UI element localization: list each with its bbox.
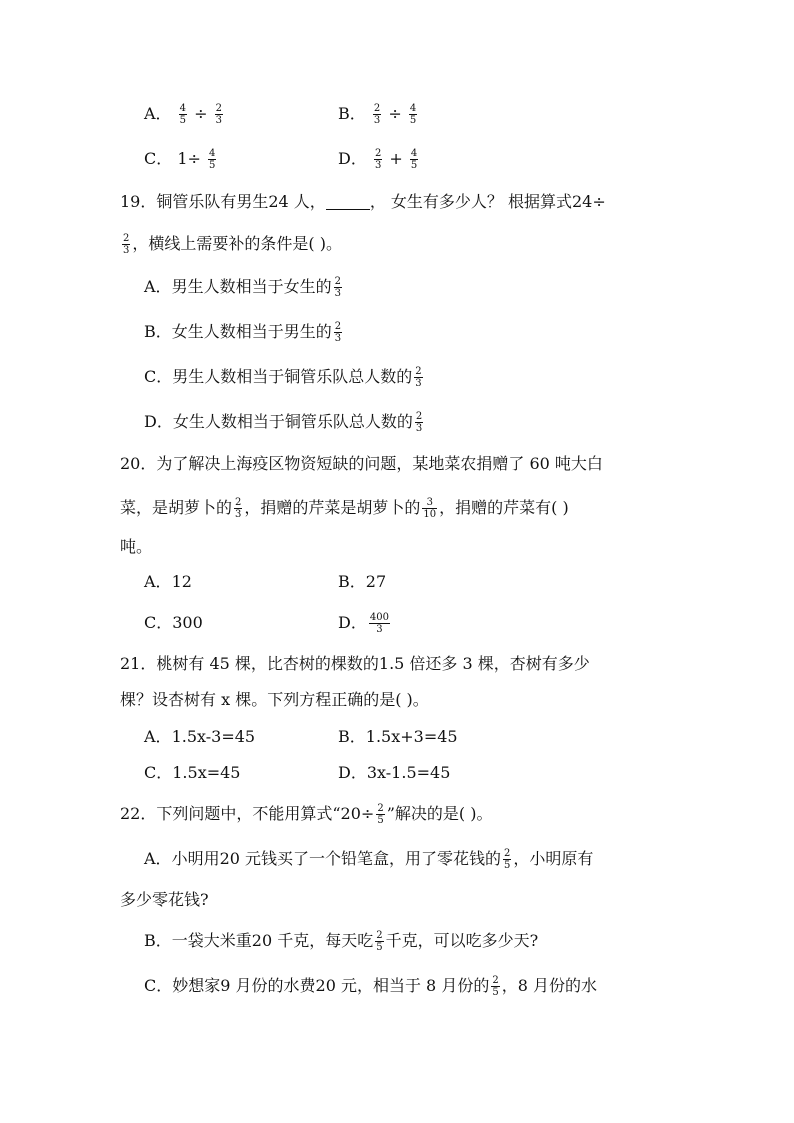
q21-option-d[interactable] — [338, 763, 450, 783]
fraction: $\frac{2}{3}$ — [334, 321, 342, 344]
q21-stem-line2: 棵？设杏树有 x 棵。下列方程正确的是( )。 — [120, 690, 429, 709]
q20-stem-line1: 20．为了解决上海疫区物资短缺的问题，某地菜农捐赠了 60 吨大白 — [120, 454, 603, 473]
fraction: $\frac{400}{3}$ — [369, 612, 389, 635]
option-text: 12 — [171, 572, 192, 591]
q19-option-d[interactable] — [144, 411, 425, 434]
question-text: 22．下列问题中，不能用算式“20÷ — [120, 804, 375, 823]
option-label: A． — [144, 849, 172, 868]
answer-blank[interactable] — [326, 193, 370, 210]
question-text: 19．铜管乐队有男生24 人， — [120, 192, 326, 211]
option-label: C． — [144, 976, 173, 995]
option-text: 小明用20 元钱买了一个铅笔盒，用了零花钱的 — [171, 849, 502, 868]
option-label: C． — [144, 149, 173, 168]
fraction: $\frac{4}{5}$ — [179, 103, 187, 126]
option-text: 27 — [365, 572, 387, 591]
option-text: 一袋大米重20 千克，每天吃 — [171, 931, 374, 950]
option-text: ，小明原有 — [513, 849, 594, 868]
option-label: B． — [338, 727, 366, 746]
option-text: 300 — [172, 613, 203, 632]
q20-option-a[interactable] — [144, 572, 192, 592]
option-label: D． — [338, 149, 367, 168]
operator: ÷ — [388, 104, 402, 123]
fraction: $\frac{2}{3}$ — [215, 103, 222, 126]
q18-option-a[interactable] — [144, 103, 225, 126]
option-text: 男生人数相当于女生的 — [171, 277, 332, 296]
q21-stem-line1: 21．桃树有 45 棵，比杏树的棵数的1.5 倍还多 3 棵，杏树有多少 — [120, 654, 590, 673]
option-text: 1.5x+3=45 — [365, 727, 458, 746]
q20-option-b[interactable] — [338, 572, 386, 592]
fraction: $\frac{2}{5}$ — [504, 848, 511, 871]
fraction: $\frac{3}{10}$ — [423, 497, 437, 520]
question-text: ，横线上需要补的条件是( )。 — [132, 234, 342, 253]
option-label: A． — [144, 572, 172, 591]
fraction: $\frac{4}{5}$ — [410, 148, 418, 171]
option-label: B． — [338, 104, 366, 123]
q18-option-b[interactable] — [338, 103, 419, 126]
fraction: $\frac{4}{5}$ — [409, 103, 417, 126]
q22-option-a-continued: 多少零花钱? — [120, 890, 209, 909]
option-label: A． — [144, 104, 172, 123]
q18-option-d[interactable] — [338, 148, 420, 171]
q20-option-d[interactable] — [338, 612, 392, 635]
question-text: 菜，是胡萝卜的 — [120, 498, 233, 517]
q22-option-a[interactable] — [144, 848, 593, 871]
fraction: $\frac{2}{3}$ — [374, 148, 382, 171]
option-label: D． — [338, 763, 367, 782]
fraction: $\frac{2}{5}$ — [377, 803, 384, 826]
fraction: $\frac{2}{3}$ — [123, 233, 130, 256]
option-label: C． — [144, 763, 173, 782]
fraction: $\frac{2}{3}$ — [415, 366, 422, 389]
option-text: 3x-1.5=45 — [366, 763, 451, 782]
fraction: $\frac{4}{5}$ — [209, 148, 216, 171]
q21-option-b[interactable] — [338, 727, 458, 747]
operator: ÷ — [194, 104, 208, 123]
option-label: C． — [144, 367, 173, 386]
q18-option-c[interactable] — [144, 148, 218, 171]
q19-stem-line2 — [120, 233, 342, 256]
option-text: 千克，可以吃多少天? — [385, 931, 539, 950]
q19-option-b[interactable] — [144, 321, 344, 344]
option-label: D． — [144, 412, 173, 431]
fraction: $\frac{2}{5}$ — [492, 975, 499, 998]
option-text: 男生人数相当于铜管乐队总人数的 — [172, 367, 413, 386]
q21-option-a[interactable] — [144, 727, 255, 747]
option-label: B． — [144, 931, 172, 950]
q19-option-c[interactable] — [144, 366, 425, 389]
q21-option-c[interactable] — [144, 763, 240, 783]
q22-option-b[interactable] — [144, 930, 538, 953]
option-label: B． — [144, 322, 172, 341]
option-text: 妙想家9 月份的水费20 元，相当于 8 月份的 — [172, 976, 490, 995]
q22-option-c[interactable] — [144, 975, 597, 998]
question-text: ， 女生有多少人？ 根据算式24÷ — [369, 192, 606, 211]
q19-option-a[interactable] — [144, 276, 344, 299]
option-label: D． — [338, 613, 367, 632]
fraction: $\frac{2}{3}$ — [373, 103, 381, 126]
q20-stem-line3: 吨。 — [120, 537, 153, 556]
option-label: A． — [144, 277, 172, 296]
fraction: $\frac{2}{3}$ — [415, 411, 423, 434]
q22-stem-line1 — [120, 803, 492, 826]
option-label: C． — [144, 613, 173, 632]
option-text: 女生人数相当于男生的 — [171, 322, 332, 341]
option-text: 1÷ — [177, 149, 201, 168]
option-text: 1.5x-3=45 — [171, 727, 256, 746]
q20-stem-line2 — [120, 497, 569, 520]
option-text: ，8 月份的水 — [501, 976, 597, 995]
question-text: ”解决的是( )。 — [386, 804, 493, 823]
fraction: $\frac{2}{5}$ — [376, 930, 383, 953]
question-text: ，捐赠的芹菜有( ) — [439, 498, 569, 517]
option-text: 1.5x=45 — [172, 763, 241, 782]
q20-option-c[interactable] — [144, 613, 203, 633]
fraction: $\frac{2}{3}$ — [235, 497, 242, 520]
fraction: $\frac{2}{3}$ — [334, 276, 341, 299]
question-text: ，捐赠的芹菜是胡萝卜的 — [244, 498, 421, 517]
option-label: B． — [338, 572, 366, 591]
operator: + — [389, 149, 403, 168]
option-label: A． — [144, 727, 172, 746]
option-text: 女生人数相当于铜管乐队总人数的 — [172, 412, 413, 431]
q19-stem-line1 — [120, 192, 606, 212]
